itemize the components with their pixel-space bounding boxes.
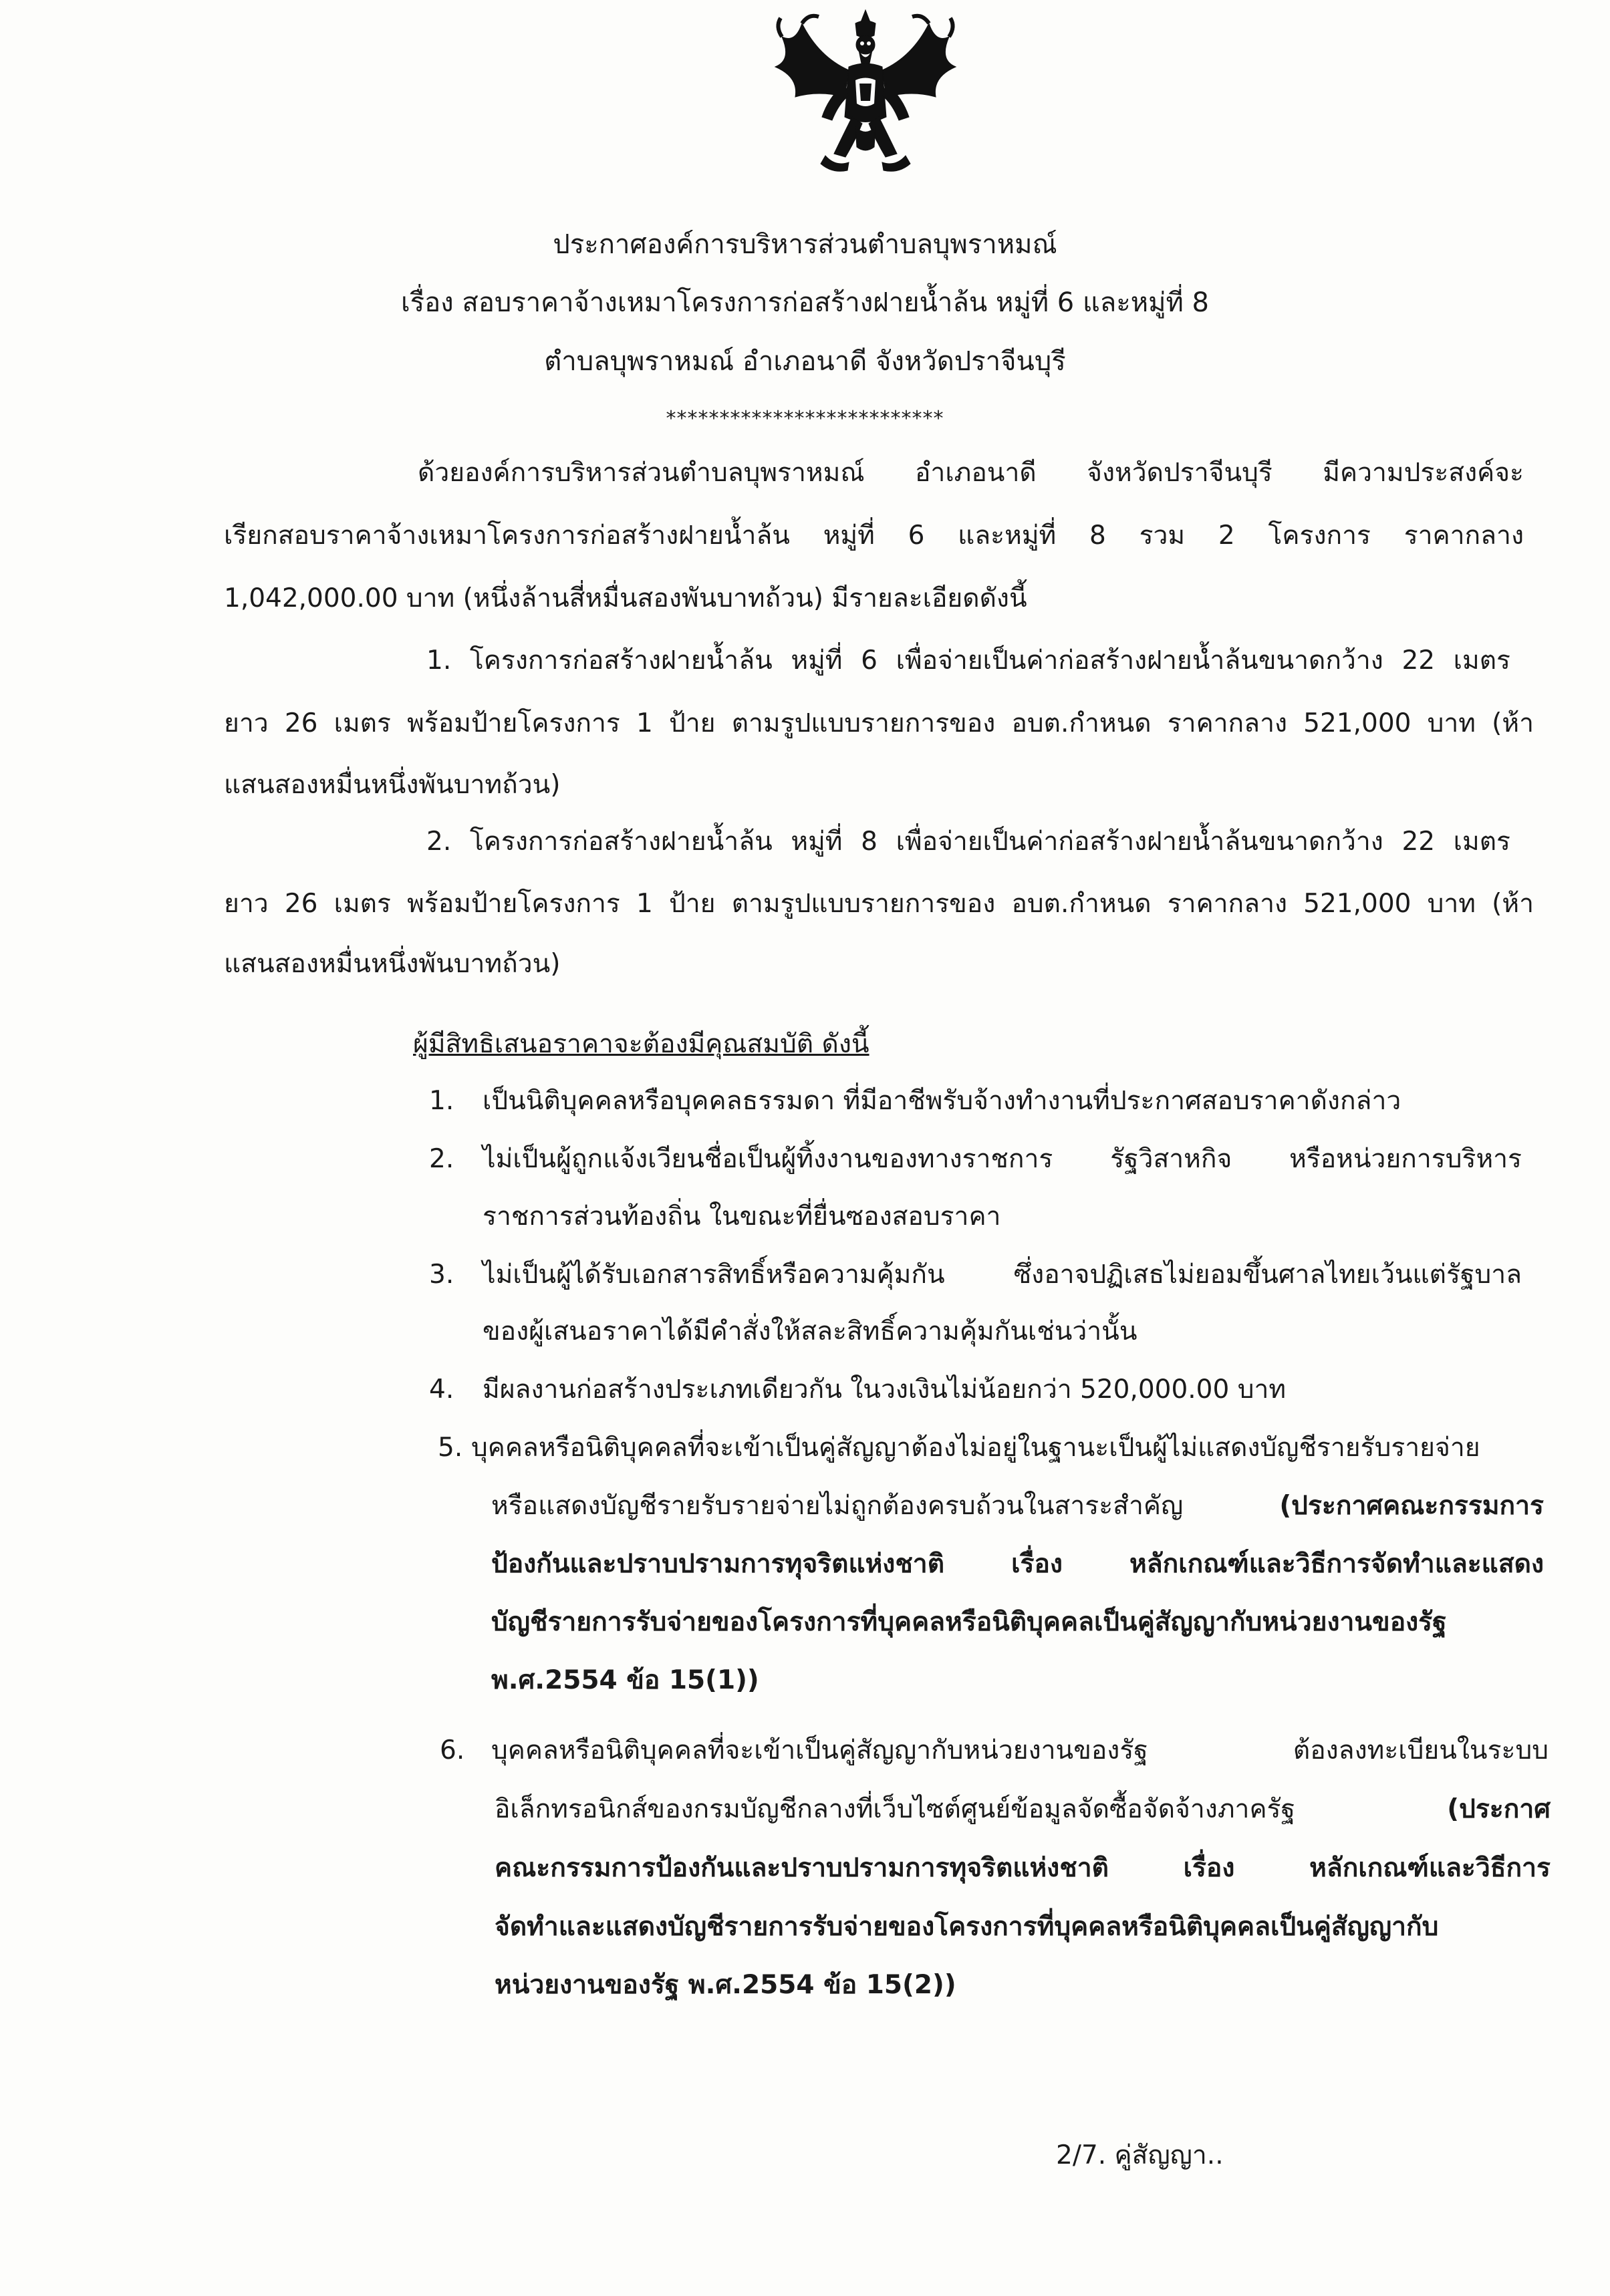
intro-line-2: เรียกสอบราคาจ้างเหมาโครงการก่อสร้างฝายน้ำล้น หมู่ที่ 6 และหมู่ที่ 8 รวม 2 โครงการ ราคากลาง — [224, 521, 1524, 551]
qualification-6-line-4: จัดทำและแสดงบัญชีรายการรับจ่ายของโครงการที่บุคคลหรือนิติบุคคลเป็นคู่สัญญากับ — [495, 1912, 1439, 1942]
notice-location: ตำบลบุพราหมณ์ อำเภอนาดี จังหวัดปราจีนบุรี — [544, 346, 1066, 377]
qualification-3-number: 3. — [429, 1260, 454, 1290]
project-1-line-1: 1. โครงการก่อสร้างฝายน้ำล้น หมู่ที่ 6 เพื่อจ่ายเป็นค่าก่อสร้างฝายน้ำล้นขนาดกว้าง 22 เมตร — [426, 645, 1510, 676]
qualification-2-line-1: ไม่เป็นผู้ถูกแจ้งเวียนชื่อเป็นผู้ทิ้งงานของทางราชการ รัฐวิสาหกิจ หรือหน่วยการบริหาร — [483, 1144, 1522, 1174]
qualification-6-line-1: บุคคลหรือนิติบุคคลที่จะเข้าเป็นคู่สัญญากับหน่วยงานของรัฐ ต้องลงทะเบียนในระบบ — [491, 1735, 1549, 1765]
title-separator: ************************** — [666, 407, 944, 430]
garuda-emblem-icon — [755, 3, 976, 177]
intro-line-1: ด้วยองค์การบริหารส่วนตำบลบุพราหมณ์ อำเภอนาดี จังหวัดปราจีนบุรี มีความประสงค์จะ — [418, 458, 1524, 488]
project-2-line-1: 2. โครงการก่อสร้างฝายน้ำล้น หมู่ที่ 8 เพื่อจ่ายเป็นค่าก่อสร้างฝายน้ำล้นขนาดกว้าง 22 เมตร — [426, 827, 1510, 857]
qualifications-heading: ผู้มีสิทธิเสนอราคาจะต้องมีคุณสมบัติ ดังนี้ — [413, 1029, 869, 1059]
project-1-line-2: ยาว 26 เมตร พร้อมป้ายโครงการ 1 ป้าย ตามรูปแบบรายการของ อบต.กำหนด ราคากลาง 521,000 บาท (ห้า — [224, 708, 1534, 738]
qualification-1-line-1: เป็นนิติบุคคลหรือบุคคลธรรมดา ที่มีอาชีพรับจ้างทำงานที่ประกาศสอบราคาดังกล่าว — [483, 1086, 1401, 1116]
qualification-5-line-3: ป้องกันและปราบปรามการทุจริตแห่งชาติ เรื่อง หลักเกณฑ์และวิธีการจัดทำและแสดง — [491, 1549, 1544, 1579]
page-continuation: 2/7. คู่สัญญา.. — [1056, 2140, 1224, 2170]
qualification-4-line-1: มีผลงานก่อสร้างประเภทเดียวกัน ในวงเงินไม่น้อยกว่า 520,000.00 บาท — [483, 1375, 1287, 1405]
qualification-6-line-2 — [495, 1791, 1551, 1828]
qualification-5-line-4: บัญชีรายการรับจ่ายของโครงการที่บุคคลหรือนิติบุคคลเป็นคู่สัญญากับหน่วยงานของรัฐ — [491, 1607, 1447, 1637]
qualification-2-number: 2. — [429, 1144, 454, 1174]
notice-title: ประกาศองค์การบริหารส่วนตำบลบุพราหมณ์ — [553, 229, 1057, 260]
qualification-4-number: 4. — [429, 1375, 454, 1405]
qualification-5-line-2 — [491, 1487, 1544, 1525]
qualification-5-line-1: บุคคลหรือนิติบุคคลที่จะเข้าเป็นคู่สัญญาต้องไม่อยู่ในฐานะเป็นผู้ไม่แสดงบัญชีรายรับรายจ่าย — [471, 1433, 1480, 1463]
qualification-5-line-5: พ.ศ.2554 ข้อ 15(1)) — [491, 1665, 759, 1695]
notice-subject: เรื่อง สอบราคาจ้างเหมาโครงการก่อสร้างฝายน้ำล้น หมู่ที่ 6 และหมู่ที่ 8 — [400, 287, 1209, 318]
project-2-line-3: แสนสองหมื่นหนึ่งพันบาทถ้วน) — [224, 949, 561, 979]
qualification-3-line-2: ของผู้เสนอราคาได้มีคำสั่งให้สละสิทธิ์ความคุ้มกันเช่นว่านั้น — [483, 1316, 1137, 1346]
qualification-6-line-5: หน่วยงานของรัฐ พ.ศ.2554 ข้อ 15(2)) — [495, 1970, 956, 2000]
qualification-5-line-2-bold: (ประกาศคณะกรรมการ — [1279, 1491, 1544, 1521]
qualification-3-line-1: ไม่เป็นผู้ได้รับเอกสารสิทธิ์หรือความคุ้มกัน ซึ่งอาจปฏิเสธไม่ยอมขึ้นศาลไทยเว้นแต่รัฐบาล — [483, 1260, 1522, 1290]
project-1-line-3: แสนสองหมื่นหนึ่งพันบาทถ้วน) — [224, 770, 561, 800]
qualification-5-line-2-normal: หรือแสดงบัญชีรายรับรายจ่ายไม่ถูกต้องครบถ้วนในสาระสำคัญ — [491, 1491, 1280, 1521]
qualification-6-line-2-normal: อิเล็กทรอนิกส์ของกรมบัญชีกลางที่เว็บไซต์ศูนย์ข้อมูลจัดซื้อจัดจ้างภาครัฐ — [495, 1794, 1448, 1824]
intro-line-3: 1,042,000.00 บาท (หนึ่งล้านสี่หมื่นสองพันบาทถ้วน) มีรายละเอียดดังนี้ — [224, 583, 1027, 613]
qualification-6-number: 6. — [440, 1735, 465, 1765]
project-2-line-2: ยาว 26 เมตร พร้อมป้ายโครงการ 1 ป้าย ตามรูปแบบรายการของ อบต.กำหนด ราคากลาง 521,000 บาท (ห้า — [224, 889, 1534, 919]
qualification-5-number: 5. — [438, 1433, 463, 1463]
qualification-6-line-3: คณะกรรมการป้องกันและปราบปรามการทุจริตแห่งชาติ เรื่อง หลักเกณฑ์และวิธีการ — [495, 1853, 1551, 1883]
qualification-6-line-2-bold: (ประกาศ — [1447, 1794, 1551, 1824]
qualification-2-line-2: ราชการส่วนท้องถิ่น ในขณะที่ยื่นซองสอบราคา — [483, 1201, 1001, 1232]
qualification-1-number: 1. — [429, 1086, 454, 1116]
